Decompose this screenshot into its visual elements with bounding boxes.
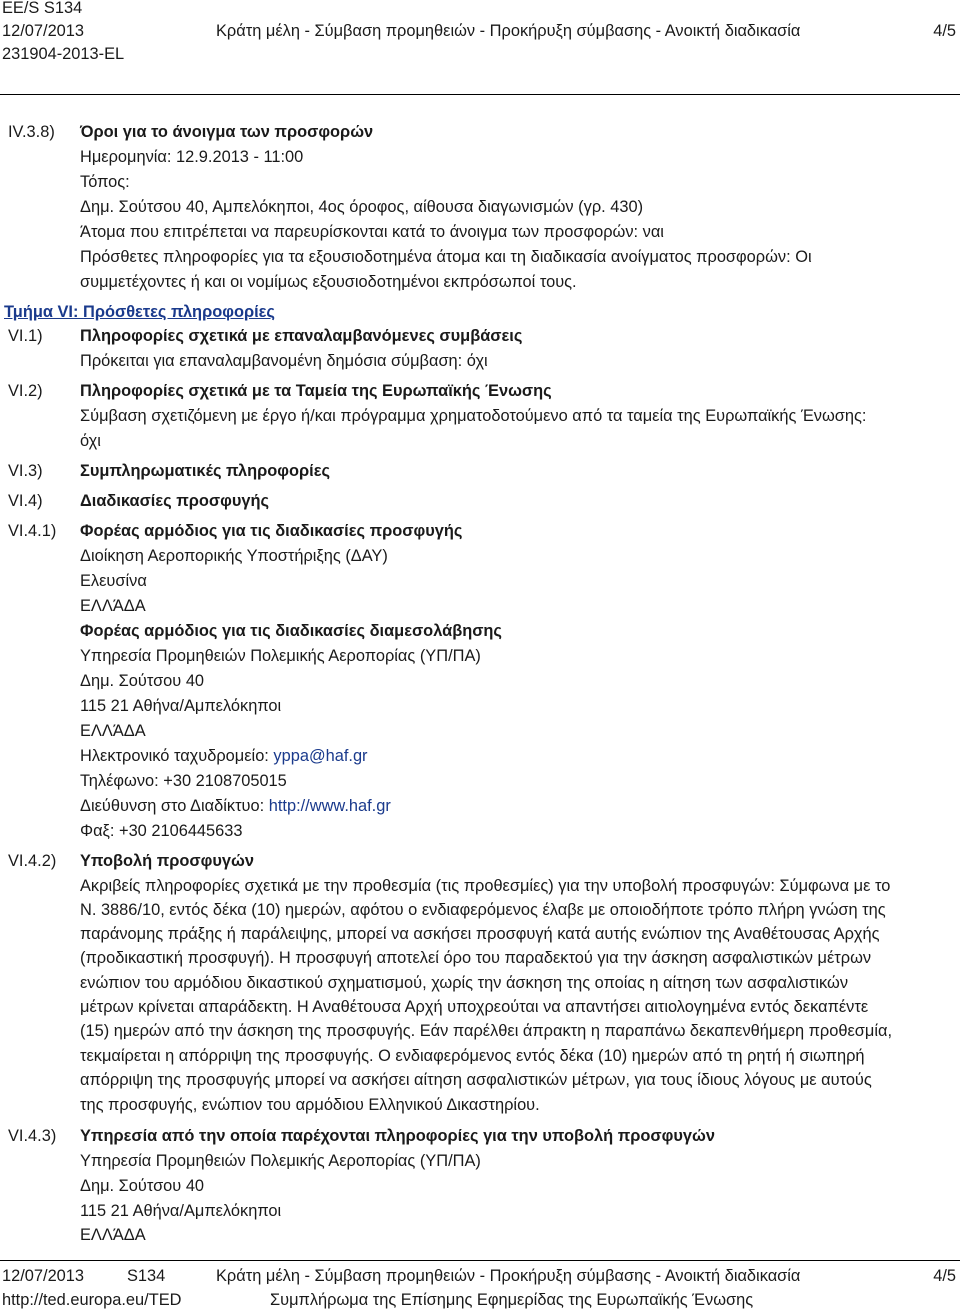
section-title: Συμπληρωματικές πληροφορίες [80, 462, 330, 480]
text-line: Δημ. Σούτσου 40, Αμπελόκηποι, 4ος όροφος, αίθουσα διαγωνισμών (γρ. 430) [80, 198, 644, 216]
header-rule [0, 94, 960, 95]
text-line: Σύμβαση σχετιζόμενη με έργο ή/και πρόγραμμα χρηματοδοτούμενο από τα ταμεία της Ευρωπαϊκής Ένωσης: [80, 407, 867, 425]
text-line: παράνομης πράξης ή παράλειψης, μπορεί να ασκήσει προσφυγή κατά αυτής ενώπιον της Αναθέτουσας Αρχής [80, 925, 880, 943]
text-line: Δημ. Σούτσου 40 [80, 1177, 205, 1195]
section-title: Υπηρεσία από την οποία παρέχονται πληροφορίες για την υποβολή προσφυγών [80, 1127, 715, 1145]
text-line: ΕΛΛΆΔΑ [80, 722, 146, 740]
text-line: ΕΛΛΆΔΑ [80, 597, 146, 615]
section-number: VI.4.3) [8, 1127, 57, 1145]
text-line: συμμετέχοντες ή και οι νομίμως εξουσιοδοτημένοι εκπρόσωποί τους. [80, 273, 577, 291]
fax-line: Φαξ: +30 2106445633 [80, 822, 243, 840]
part-heading: Τμήμα VI: Πρόσθετες πληροφορίες [4, 303, 275, 321]
text-line: της προσφυγής, ενώπιον του αρμόδιου Ελληνικού Δικαστηρίου. [80, 1096, 540, 1114]
web-link[interactable]: http://www.haf.gr [268, 797, 391, 815]
text-line: Πρόκειται για επαναλαμβανομένη δημόσια σύμβαση: όχι [80, 352, 488, 370]
section-title: Διαδικασίες προσφυγής [80, 492, 270, 510]
text-line: Άτομα που επιτρέπεται να παρευρίσκονται κατά το άνοιγμα των προσφορών: ναι [80, 223, 664, 241]
email-line [80, 746, 368, 766]
subsection-title: Φορέας αρμόδιος για τις διαδικασίες διαμεσολάβησης [80, 622, 502, 640]
text-line: Ημερομηνία: 12.9.2013 - 11:00 [80, 148, 304, 166]
text-line: απόρριψη της προσφυγής μπορεί να ασκήσει αίτηση ασφαλιστικών μέτρων, για τους ίδιους λόγους με αυτούς [80, 1071, 872, 1089]
footer-title: Κράτη μέλη - Σύμβαση προμηθειών - Προκήρυξη σύμβασης - Ανοικτή διαδικασία [216, 1267, 801, 1285]
section-title: Πληροφορίες σχετικά με επαναλαμβανόμενες συμβάσεις [80, 327, 523, 345]
text-line: Δημ. Σούτσου 40 [80, 672, 205, 690]
web-line [80, 796, 391, 816]
text-line: όχι [80, 432, 101, 450]
text-line: Διοίκηση Αεροπορικής Υποστήριξης (ΔΑΥ) [80, 547, 388, 565]
section-number: VI.4) [8, 492, 43, 510]
email-label: Ηλεκτρονικό ταχυδρομείο: [80, 747, 274, 765]
email-link[interactable]: yppa@haf.gr [273, 747, 368, 765]
text-line: ΕΛΛΆΔΑ [80, 1226, 146, 1244]
section-number: VI.3) [8, 462, 43, 480]
text-line: μέτρων κρίνεται απαράδεκτη. Η Αναθέτουσα Αρχή υποχρεούται να απαντήσει αιτιολογημένα εντός δεκαπέντε [80, 998, 869, 1016]
footer-rule [0, 1260, 960, 1261]
header-page: 4/5 [933, 22, 956, 40]
header-ref: 231904-2013-EL [2, 45, 125, 63]
text-line: Ν. 3886/10, εντός δέκα (10) ημερών, αφότου ο ενδιαφερόμενος έλαβε με οποιοδήποτε τρόπο πλήρη γνώση της [80, 901, 886, 919]
section-title: Όροι για το άνοιγμα των προσφορών [80, 123, 374, 141]
footer-page: 4/5 [933, 1267, 956, 1285]
text-line: 115 21 Αθήνα/Αμπελόκηποι [80, 697, 282, 715]
web-label: Διεύθυνση στο Διαδίκτυο: [80, 797, 269, 815]
doc-id: EE/S S134 [2, 0, 83, 17]
section-title: Πληροφορίες σχετικά με τα Ταμεία της Ευρωπαϊκής Ένωσης [80, 382, 552, 400]
section-title: Φορέας αρμόδιος για τις διαδικασίες προσφυγής [80, 522, 463, 540]
text-line: (15) ημερών από την άσκηση της προσφυγής. Εάν παρέλθει άπρακτη η παραπάνω δεκαπενθήμερη προθεσμία, [80, 1022, 893, 1040]
text-line: τεκμαίρεται η απόρριψη της προσφυγής. Ο ενδιαφερόμενος εντός δέκα (10) ημερών από τη ρητή ή σιωπηρή [80, 1047, 865, 1065]
header-date: 12/07/2013 [2, 22, 85, 40]
section-number: VI.4.1) [8, 522, 57, 540]
text-line: (προδικαστική προσφυγή). Η προσφυγή αποτελεί όρο του παραδεκτού για την άσκηση ασφαλιστικών μέτρων [80, 949, 872, 967]
text-line: Υπηρεσία Προμηθειών Πολεμικής Αεροπορίας (ΥΠ/ΠΑ) [80, 1152, 481, 1170]
footer-date: 12/07/2013 [2, 1267, 85, 1285]
footer-series: S134 [127, 1267, 166, 1285]
footer-url[interactable]: http://ted.europa.eu/TED [2, 1291, 182, 1309]
text-line: Ακριβείς πληροφορίες σχετικά με την προθεσμία (τις προθεσμίες) για την υποβολή προσφυγών: Σύμφωνα με το [80, 877, 891, 895]
footer-subtitle: Συμπλήρωμα της Επίσημης Εφημερίδας της Ευρωπαϊκής Ένωσης [270, 1291, 754, 1309]
section-number: VI.2) [8, 382, 43, 400]
phone-line: Τηλέφωνο: +30 2108705015 [80, 772, 287, 790]
section-number: IV.3.8) [8, 123, 55, 141]
text-line: Ελευσίνα [80, 572, 147, 590]
section-number: VI.1) [8, 327, 43, 345]
text-line: Υπηρεσία Προμηθειών Πολεμικής Αεροπορίας (ΥΠ/ΠΑ) [80, 647, 481, 665]
section-number: VI.4.2) [8, 852, 57, 870]
text-line: Τόπος: [80, 173, 130, 191]
text-line: ενώπιον του αρμόδιου δικαστικού σχηματισμού, χωρίς την άσκηση της οποίας η αίτηση των ασφαλιστικών [80, 974, 849, 992]
text-line: 115 21 Αθήνα/Αμπελόκηποι [80, 1202, 282, 1220]
header-title: Κράτη μέλη - Σύμβαση προμηθειών - Προκήρυξη σύμβασης - Ανοικτή διαδικασία [216, 22, 801, 40]
text-line: Πρόσθετες πληροφορίες για τα εξουσιοδοτημένα άτομα και τη διαδικασία ανοίγματος προσφορών: Οι [80, 248, 812, 266]
section-title: Υποβολή προσφυγών [80, 852, 254, 870]
